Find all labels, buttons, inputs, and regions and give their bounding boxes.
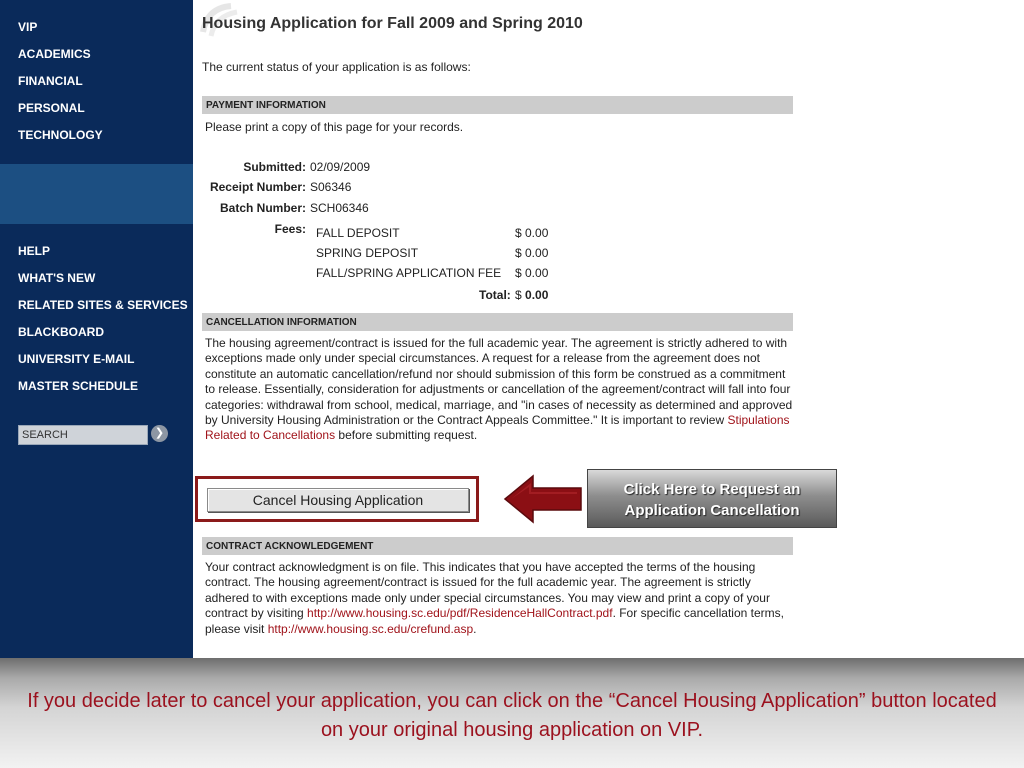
fee-amount: $ 0.00 bbox=[515, 266, 549, 280]
cancel-highlight-box bbox=[195, 476, 479, 522]
fee-amount: $ 0.00 bbox=[515, 246, 549, 260]
contract-header: CONTRACT ACKNOWLEDGEMENT bbox=[202, 537, 793, 555]
chevron-right-icon[interactable]: ❯ bbox=[151, 425, 168, 442]
caption-text: If you decide later to cancel your application, you can click on the “Cancel Housing Application” button located on your original housing application on VIP. bbox=[27, 690, 997, 741]
fee-item bbox=[316, 266, 501, 280]
payment-header: PAYMENT INFORMATION bbox=[202, 96, 793, 114]
sidebar-item-master-schedule[interactable]: MASTER SCHEDULE bbox=[18, 379, 139, 393]
sidebar-item-personal[interactable]: PERSONAL bbox=[18, 101, 85, 115]
crefund-link[interactable]: http://www.housing.sc.edu/crefund.asp bbox=[267, 621, 474, 636]
sidebar-item-help[interactable]: HELP bbox=[18, 244, 51, 258]
sidebar-item-financial[interactable]: FINANCIAL bbox=[18, 74, 83, 88]
sidebar-nav-top bbox=[18, 14, 103, 149]
batch-value: SCH06346 bbox=[310, 201, 369, 215]
stipulations-link[interactable]: Stipulations Related to Cancellations bbox=[205, 413, 790, 443]
status-line: The current status of your application is as follows: bbox=[202, 60, 471, 74]
sidebar-item-whats-new[interactable]: WHAT'S NEW bbox=[18, 271, 96, 285]
cancellation-text-before: The housing agreement/contract is issued for the full academic year. The agreement is strictly adhered to with exceptions made only under special circumstances. A request for a release from the agreement does not constitute an automatic cancellation/refund nor should submission of this form be construed as a commitment to release. Essentially, consideration for adjustments or cancellation of the agreement/contract will fall into four categories: withdrawal from school, medical, marriage, and "in cases of necessity as determined and approved by University Housing Administration or the Contract Appeals Committee." It is important to review bbox=[205, 336, 793, 428]
receipt-value: S06346 bbox=[310, 180, 352, 194]
sidebar-item-vip[interactable]: VIP bbox=[18, 20, 38, 34]
callout-box bbox=[587, 469, 837, 528]
fee-total bbox=[515, 288, 548, 302]
sidebar-item-academics[interactable]: ACADEMICS bbox=[18, 47, 91, 61]
fee-total-label bbox=[479, 288, 511, 302]
sidebar-item-university-email[interactable]: UNIVERSITY E-MAIL bbox=[18, 352, 135, 366]
sidebar-band bbox=[0, 164, 193, 224]
cancellation-text bbox=[205, 336, 793, 444]
cancel-housing-application-button[interactable]: Cancel Housing Application bbox=[207, 488, 469, 512]
fee-item bbox=[316, 226, 400, 240]
total-currency: $ bbox=[515, 288, 522, 302]
sidebar bbox=[0, 0, 193, 658]
contract-text-1: Your contract acknowledgment is on file. This indicates that you have accepted the terms of the housing contract. The housing agreement/contract is issued for the full academic year. The agreement is strictly adhered to with exceptions made only under special circumstances. You may view and print a copy of your contract by visiting bbox=[205, 560, 770, 621]
residence-hall-contract-link[interactable]: http://www.housing.sc.edu/pdf/ResidenceHallContract.pdf bbox=[307, 606, 613, 621]
cancellation-header: CANCELLATION INFORMATION bbox=[202, 313, 793, 331]
submitted-label: Submitted: bbox=[243, 160, 306, 174]
fees-label: Fees: bbox=[274, 222, 306, 236]
sidebar-item-technology[interactable]: TECHNOLOGY bbox=[18, 128, 103, 142]
contract-text bbox=[205, 560, 793, 637]
batch-label: Batch Number: bbox=[219, 201, 306, 215]
search-box bbox=[18, 425, 188, 445]
receipt-label: Receipt Number: bbox=[209, 180, 306, 194]
arrow-left-icon bbox=[503, 474, 583, 524]
total-value: 0.00 bbox=[525, 288, 549, 302]
callout-line-2: Application Cancellation bbox=[624, 502, 800, 519]
payment-note: Please print a copy of this page for your records. bbox=[205, 120, 464, 134]
sidebar-nav-bottom bbox=[18, 238, 188, 400]
cancellation-text-after: before submitting request. bbox=[335, 428, 478, 443]
caption-bar bbox=[0, 658, 1024, 768]
contract-text-3: . bbox=[473, 621, 477, 636]
sidebar-item-blackboard[interactable]: BLACKBOARD bbox=[18, 325, 104, 339]
search-input[interactable] bbox=[18, 425, 148, 445]
fee-name: FALL/SPRING APPLICATION FEE bbox=[316, 266, 502, 280]
callout-text bbox=[588, 479, 836, 521]
main-content bbox=[193, 0, 833, 658]
fee-item bbox=[316, 246, 418, 260]
fee-name: SPRING DEPOSIT bbox=[316, 246, 419, 260]
submitted-value: 02/09/2009 bbox=[310, 160, 371, 174]
total-label: Total: bbox=[479, 288, 511, 302]
sidebar-item-related-sites[interactable]: RELATED SITES & SERVICES bbox=[18, 298, 188, 312]
fee-amount: $ 0.00 bbox=[515, 226, 549, 240]
page-title: Housing Application for Fall 2009 and Spring 2010 bbox=[202, 15, 583, 32]
contract-text-2: . For specific cancellation terms, please visit bbox=[205, 606, 784, 636]
callout-line-1: Click Here to Request an bbox=[623, 481, 801, 498]
fee-name: FALL DEPOSIT bbox=[316, 226, 400, 240]
